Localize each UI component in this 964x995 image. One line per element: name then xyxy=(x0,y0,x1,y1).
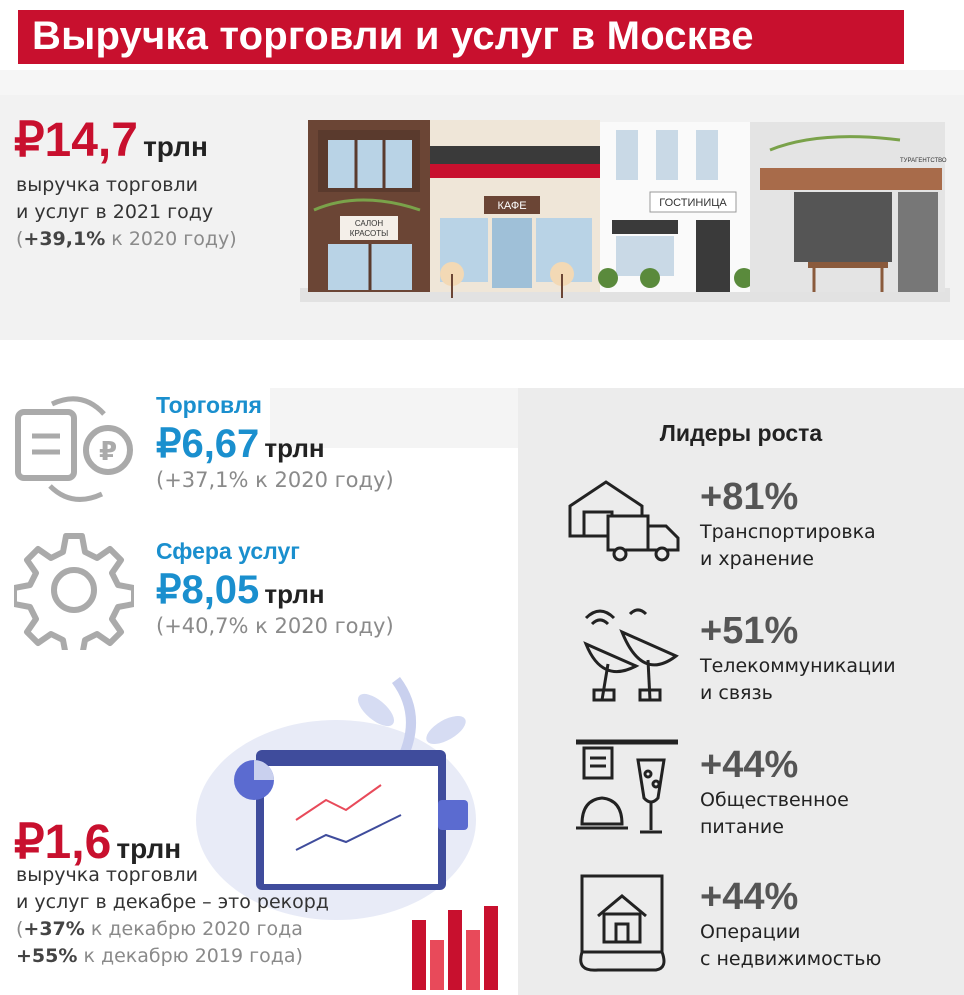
cloche-glass-icon xyxy=(572,738,682,838)
services-value: ₽8,05 xyxy=(156,568,260,612)
svg-text:₽: ₽ xyxy=(98,437,118,467)
agency-sign: ТУРАГЕНТСТВО xyxy=(900,158,947,164)
december-desc-line: и услуг в декабре – это рекорд xyxy=(16,891,329,913)
services-change: (+40,7% к 2020 году) xyxy=(156,614,394,638)
leader-label: и хранение xyxy=(700,548,814,570)
leader-label: Общественное xyxy=(700,789,849,811)
leader-item-realestate xyxy=(700,876,881,973)
leader-label: Операции xyxy=(700,921,801,943)
leaders-title: Лидеры роста xyxy=(659,420,823,446)
services-label: Сфера услуг xyxy=(156,538,300,564)
hero-unit: трлн xyxy=(143,131,208,162)
gear-icon xyxy=(14,530,134,650)
trade-block xyxy=(156,392,394,494)
satellite-dish-icon xyxy=(572,604,682,704)
december-value: ₽1,6 xyxy=(14,816,112,869)
cafe-sign: КАФЕ xyxy=(497,200,527,212)
salon-sign-line1: САЛОН xyxy=(354,219,384,228)
hotel-sign: ГОСТИНИЦА xyxy=(659,197,727,209)
leader-value: +44% xyxy=(700,876,799,918)
trade-value: ₽6,67 xyxy=(156,422,260,466)
page-title: Выручка торговли и услуг в Москве xyxy=(32,14,754,58)
leader-item-transport xyxy=(700,476,876,573)
trade-unit: трлн xyxy=(264,433,325,463)
december-change-1: (+37% к декабрю 2020 года xyxy=(16,918,303,940)
december-desc-line: выручка торговли xyxy=(16,864,198,886)
leader-label: питание xyxy=(700,816,784,838)
leader-label: и связь xyxy=(700,682,773,704)
hero-value-line xyxy=(14,112,208,168)
hero-change: (+39,1% к 2020 году) xyxy=(16,228,237,250)
leader-label: Транспортировка xyxy=(700,521,876,543)
leader-label: с недвижимостью xyxy=(700,948,882,970)
services-unit: трлн xyxy=(264,579,325,609)
december-change-2: +55% к декабрю 2019 года) xyxy=(16,945,303,967)
leader-value: +51% xyxy=(700,610,799,652)
services-value-line xyxy=(156,567,394,613)
box-exchange-ruble-icon xyxy=(12,390,142,510)
leader-value: +44% xyxy=(700,744,799,786)
leader-item-catering xyxy=(700,744,849,841)
salon-sign-line2: КРАСОТЫ xyxy=(349,229,389,238)
december-description xyxy=(16,862,329,970)
hero-description xyxy=(16,172,237,253)
storefront-illustration xyxy=(300,110,950,310)
trade-label: Торговля xyxy=(156,392,262,418)
leader-label: Телекоммуникации xyxy=(700,655,896,677)
title-banner xyxy=(18,10,904,64)
trade-value-line xyxy=(156,421,394,467)
leader-item-telecom xyxy=(700,610,896,707)
hero-value: ₽14,7 xyxy=(14,114,138,167)
services-block xyxy=(156,538,394,640)
hero-desc-line: и услуг в 2021 году xyxy=(16,201,214,223)
hero-desc-line: выручка торговли xyxy=(16,174,198,196)
house-document-icon xyxy=(572,872,672,976)
warehouse-truck-icon xyxy=(566,476,686,566)
trade-change: (+37,1% к 2020 году) xyxy=(156,468,394,492)
december-unit: трлн xyxy=(116,833,182,864)
leader-value: +81% xyxy=(700,476,799,518)
